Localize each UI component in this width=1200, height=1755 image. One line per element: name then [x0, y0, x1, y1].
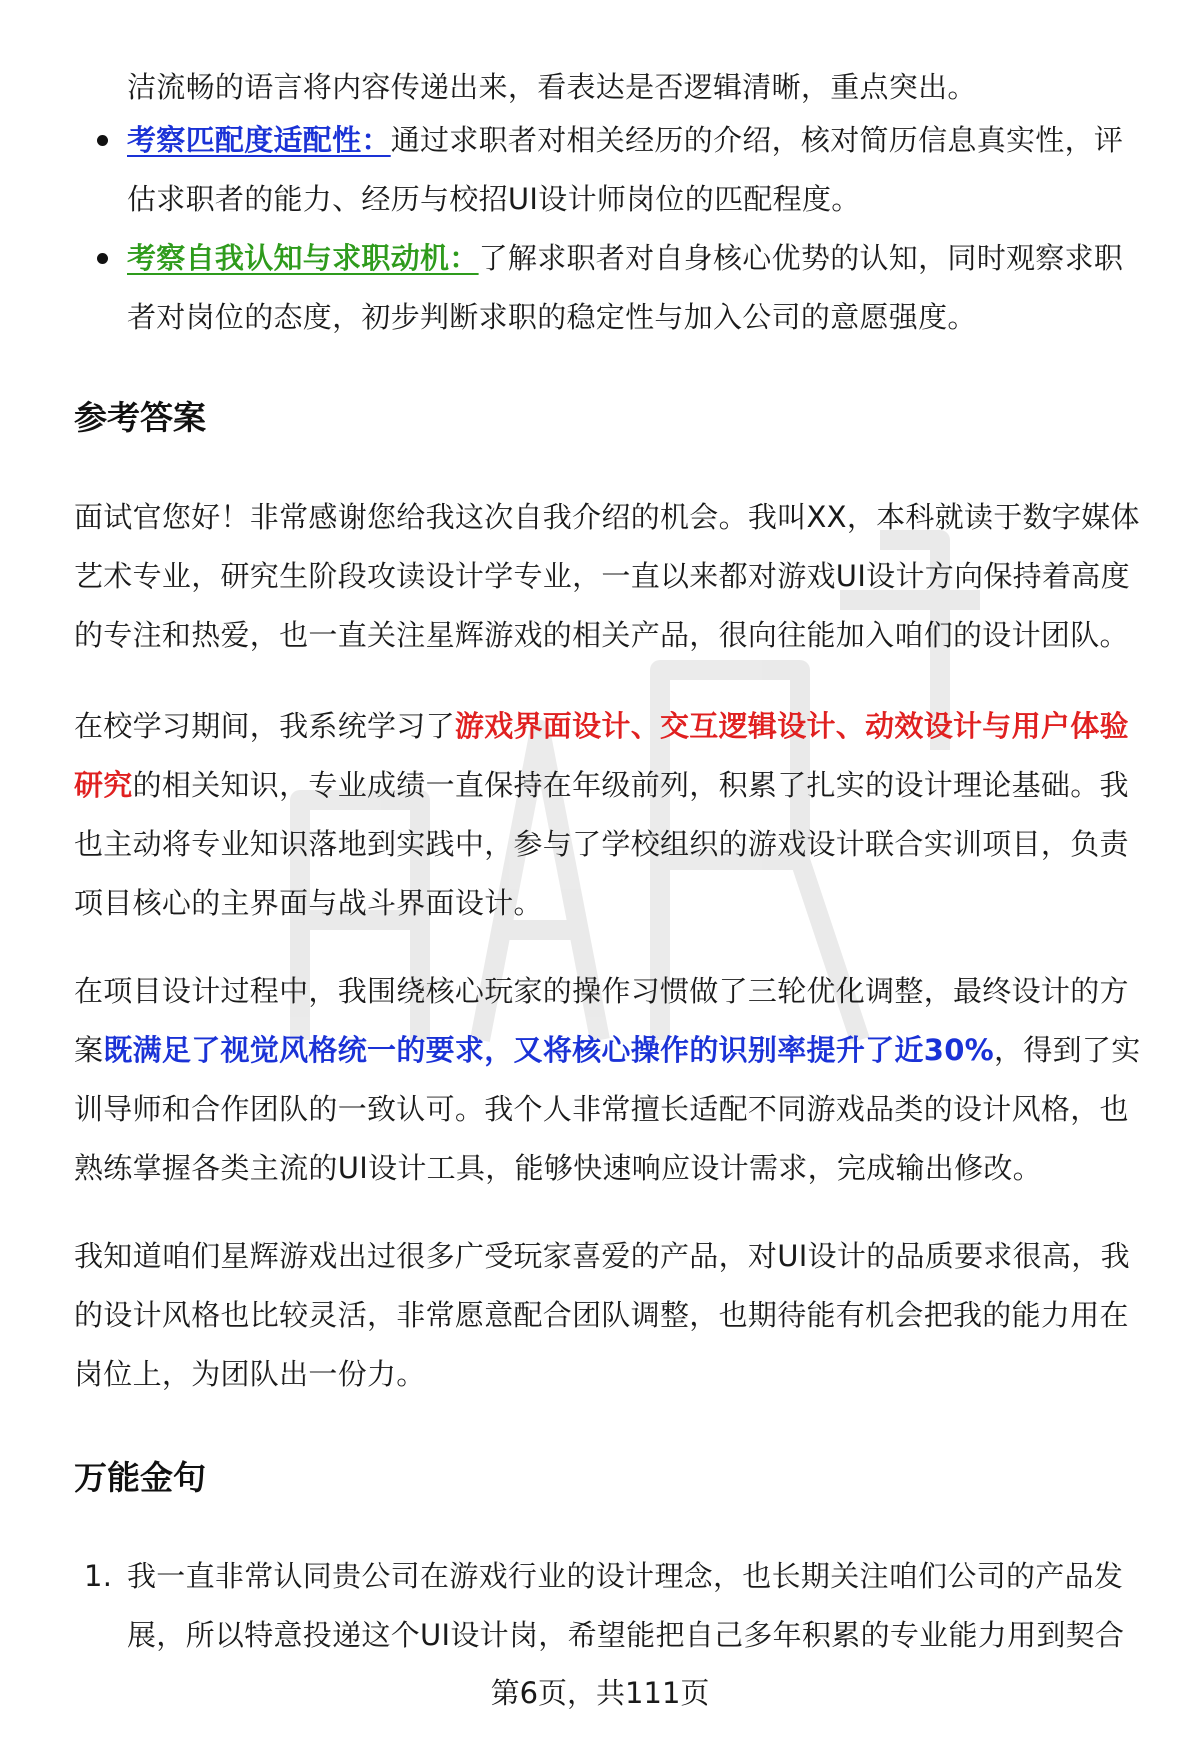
answer-paragraph-4: 我知道咱们星辉游戏出过很多广受玩家喜爱的产品，对UI设计的品质要求很高，我的设计风格也比较灵活，非常愿意配合团队调整，也期待能有机会把我的能力用在岗位上，为团队出一份力。 [74, 1239, 1130, 1391]
bullet-dot-icon [97, 135, 108, 146]
bullet-keyword: 考察自我认知与求职动机： [127, 241, 479, 275]
list-item [0, 229, 1147, 347]
list-item [0, 111, 1147, 229]
sentences-list [0, 1547, 1200, 1665]
paragraph-text: 在校学习期间，我系统学习了 [74, 709, 455, 743]
page-footer: 第6页，共111页 [490, 1676, 710, 1710]
paragraph-text: ，得到了实训导师和合作团队的一致认可。我个人非常擅长适配不同游戏品类的设计风格，也熟练掌握各类主流的UI设计工具，能够快速响应设计需求，完成输出修改。 [74, 1033, 1141, 1185]
bullet-text: 了解求职者对自身核心优势的认知，同时观察求职者对岗位的态度，初步判断求职的稳定性与加入公司的意愿强度。 [127, 241, 1124, 334]
paragraph-text: 在项目设计过程中，我围绕核心玩家的操作习惯做了三轮优化调整，最终设计的方案 [74, 974, 1129, 1067]
section-title-sentences: 万能金句 [74, 1458, 206, 1497]
section-title-answer: 参考答案 [74, 398, 206, 437]
paragraph-text: 的相关知识，专业成绩一直保持在年级前列，积累了扎实的设计理论基础。我也主动将专业知识落地到实践中，参与了学校组织的游戏设计联合实训项目，负责项目核心的主界面与战斗界面设计。 [74, 768, 1129, 920]
bullet-dot-icon [97, 253, 108, 264]
answer-paragraph-1: 面试官您好！非常感谢您给我这次自我介绍的机会。我叫XX，本科就读于数字媒体艺术专业，研究生阶段攻读设计学专业，一直以来都对游戏UI设计方向保持着高度的专注和热爱，也一直关注星辉游戏的相关产品，很向往能加入咱们的设计团队。 [74, 500, 1140, 652]
answer-paragraph-2 [74, 697, 1154, 933]
answer-paragraph-3 [74, 962, 1154, 1198]
sentence-text: 我一直非常认同贵公司在游戏行业的设计理念，也长期关注咱们公司的产品发展，所以特意投递这个UI设计岗，希望能把自己多年积累的专业能力用到契合 [127, 1559, 1125, 1652]
bullet-keyword: 考察匹配度适配性： [127, 123, 391, 157]
intro-continuation: 洁流畅的语言将内容传递出来，看表达是否逻辑清晰，重点突出。 [127, 70, 977, 104]
list-item [0, 1547, 1147, 1665]
list-number: 1. [84, 1559, 113, 1593]
highlight-red-text: 游戏界面设计、交互逻辑设计、动效设计与用户体验研究 [74, 709, 1129, 802]
bullet-text: 通过求职者对相关经历的介绍，核对简历信息真实性，评估求职者的能力、经历与校招UI设计师岗位的匹配程度。 [127, 123, 1124, 216]
evaluation-bullet-list [0, 111, 1200, 347]
highlight-blue-text: 既满足了视觉风格统一的要求，又将核心操作的识别率提升了近30% [103, 1033, 995, 1067]
